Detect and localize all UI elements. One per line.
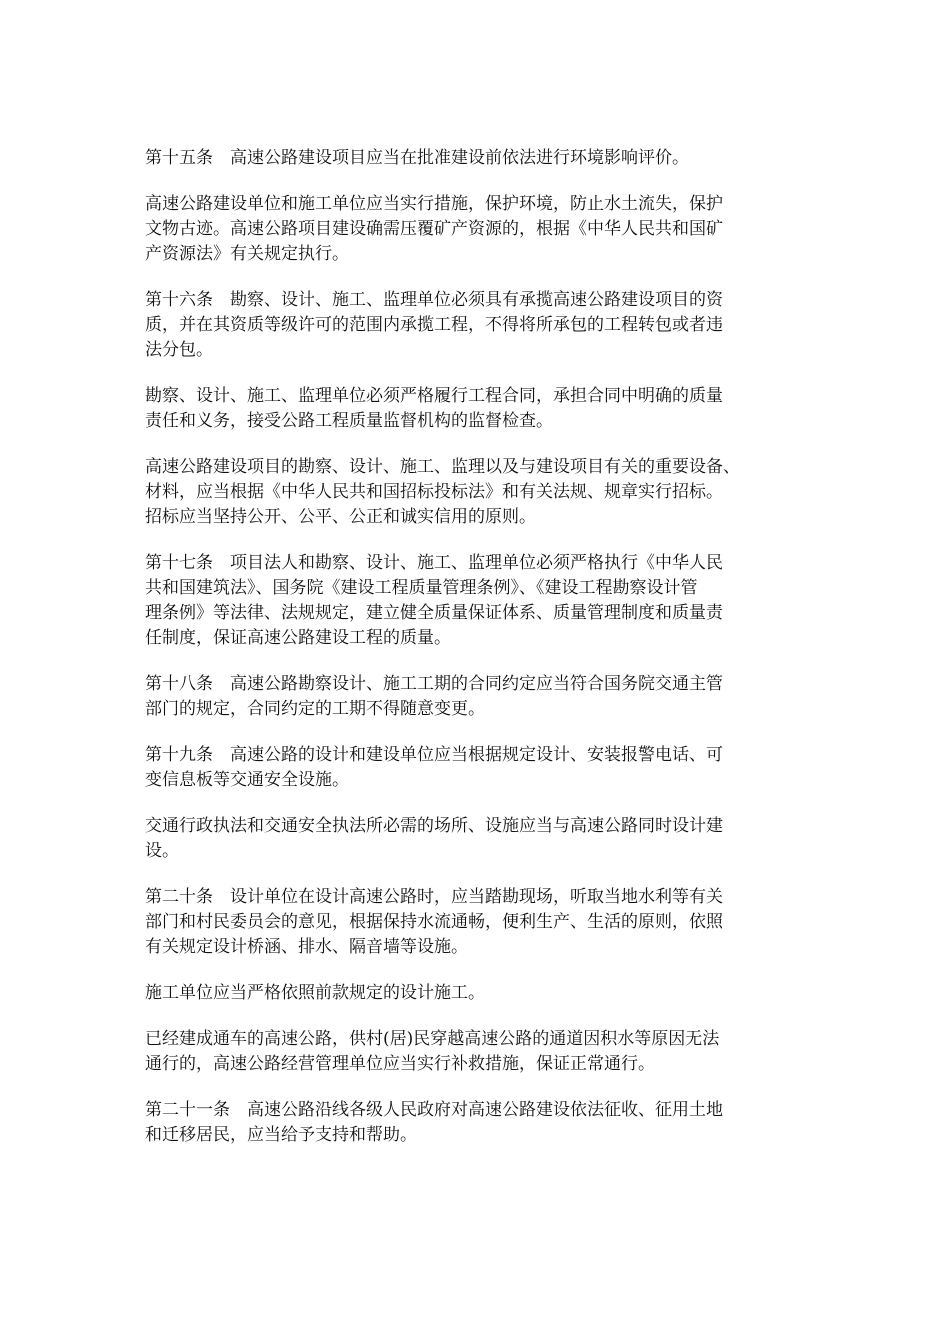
paragraph-art17: 第十七条 项目法人和勘察、设计、施工、监理单位必须严格执行《中华人民 共和国建筑法》、国务院《建设工程质量管理条例》、《建设工程勘察设计管 理条例》等法律、法规规定，建立健全质量保证体系、质量管理制度和质量责 任制度，保证高速公路建设工程的质量。 xyxy=(145,553,723,648)
paragraph-art15-environment: 高速公路建设单位和施工单位应当实行措施，保护环境，防止水土流失，保护 文物古迹。高速公路项目建设确需压覆矿产资源的，根据《中华人民共和国矿 产资源法》有关规定执行。 xyxy=(145,194,723,264)
paragraph-art19-enforcement: 交通行政执法和交通安全执法所必需的场所、设施应当与高速公路同时设计建 设。 xyxy=(145,816,723,861)
paragraph-art20-construction: 施工单位应当严格依照前款规定的设计施工。 xyxy=(145,983,485,1003)
paragraph-art19: 第十九条 高速公路的设计和建设单位应当根据规定设计、安装报警电话、可 变信息板等交通安全设施。 xyxy=(145,745,723,790)
paragraph-art20-remedy: 已经建成通车的高速公路，供村(居)民穿越高速公路的通道因积水等原因无法 通行的，高速公路经营管理单位应当实行补救措施，保证正常通行。 xyxy=(145,1029,720,1074)
paragraph-art16-contract: 勘察、设计、施工、监理单位必须严格履行工程合同，承担合同中明确的质量 责任和义务，接受公路工程质量监督机构的监督检查。 xyxy=(145,386,723,431)
paragraph-art20: 第二十条 设计单位在设计高速公路时，应当踏勘现场，听取当地水利等有关 部门和村民委员会的意见，根据保持水流通畅，便利生产、生活的原则，依照 有关规定设计桥涵、排水、隔音墙等设施。 xyxy=(145,887,723,957)
paragraph-art15: 第十五条 高速公路建设项目应当在批准建设前依法进行环境影响评价。 xyxy=(145,148,689,168)
paragraph-art21: 第二十一条 高速公路沿线各级人民政府对高速公路建设依法征收、征用土地 和迁移居民，应当给予支持和帮助。 xyxy=(145,1100,723,1145)
paragraph-art16: 第十六条 勘察、设计、施工、监理单位必须具有承揽高速公路建设项目的资 质，并在其资质等级许可的范围内承揽工程，不得将所承包的工程转包或者违 法分包。 xyxy=(145,290,723,360)
document-body xyxy=(145,146,825,1169)
paragraph-art18: 第十八条 高速公路勘察设计、施工工期的合同约定应当符合国务院交通主管 部门的规定，合同约定的工期不得随意变更。 xyxy=(145,674,723,719)
paragraph-art16-tendering: 高速公路建设项目的勘察、设计、施工、监理以及与建设项目有关的重要设备、 材料，应当根据《中华人民共和国招标投标法》和有关法规、规章实行招标。 招标应当坚持公开、公平、公正和诚实信用的原则。 xyxy=(145,457,740,527)
